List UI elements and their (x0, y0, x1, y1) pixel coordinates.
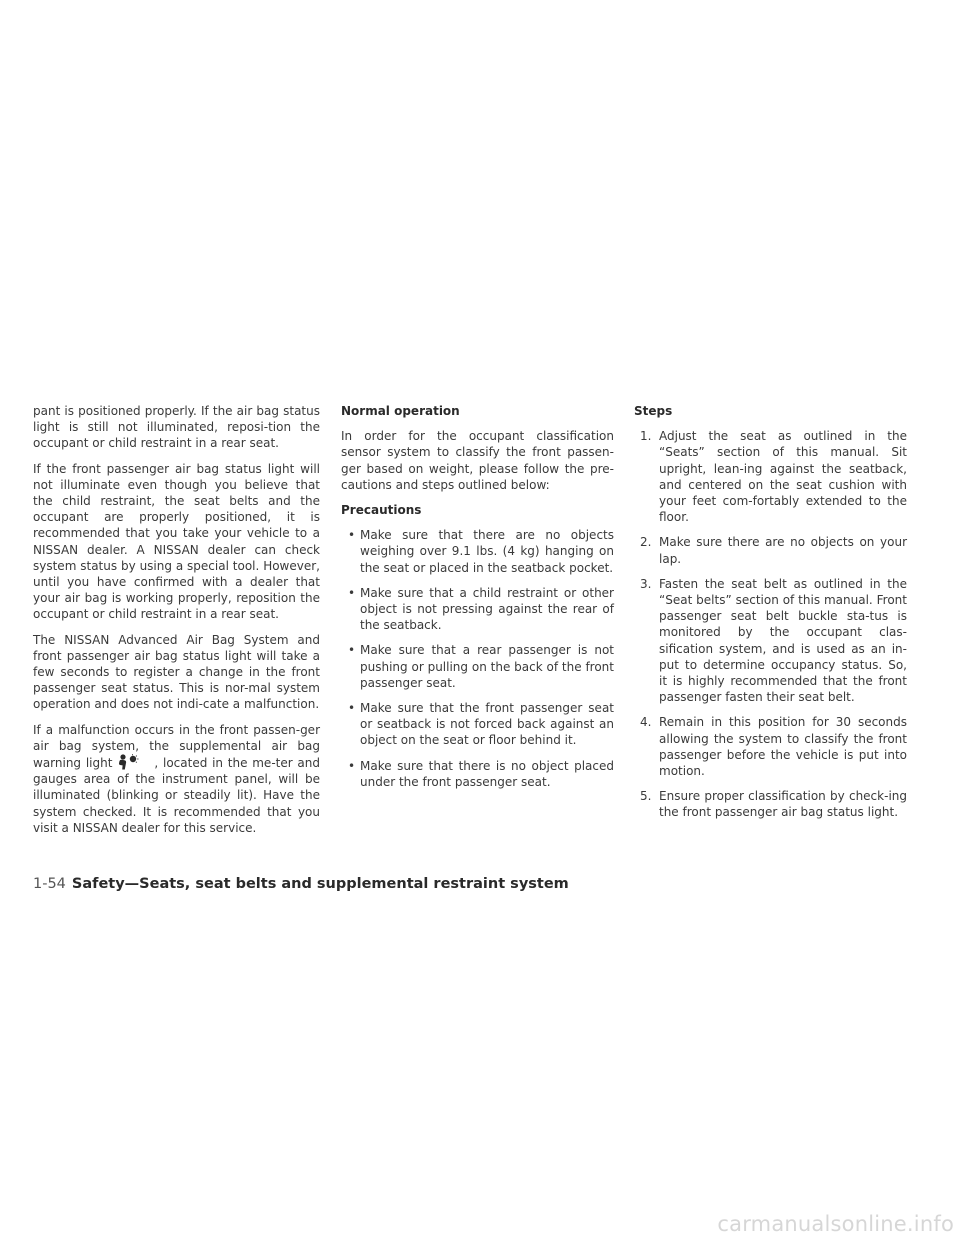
list-item (341, 527, 614, 576)
list-item-text: Make sure that the front passenger seat or seatback is not forced back against an object on the seat or floor behind it. (360, 701, 614, 748)
bullet-marker: • (348, 528, 356, 543)
step-item (634, 788, 907, 820)
section-title: Safety—Seats, seat belts and supplemental restraint system (71, 876, 569, 892)
paragraph: pant is positioned properly. If the air bag status light is still not illuminated, reposi-tion the occupant or child restraint in a rear seat. (33, 404, 320, 451)
list-item (341, 585, 614, 634)
list-item (341, 700, 614, 749)
step-number: 1. (640, 429, 652, 444)
step-number: 2. (640, 535, 652, 550)
paragraph-airbag-warning (33, 722, 320, 836)
step-text: Adjust the seat as outlined in the “Seats” section of this manual. Sit upright, lean-ing against the seatback, and centered on the seat cushion with your feet com-fortably extended to the floor. (659, 429, 907, 525)
step-item (634, 576, 907, 706)
bullet-marker: • (348, 585, 356, 600)
list-item-text: Make sure that a rear passenger is not pushing or pulling on the back of the front passenger seat. (360, 643, 614, 690)
watermark: carmanualsonline.info (717, 1212, 954, 1236)
bullet-marker: • (348, 758, 356, 773)
step-number: 4. (640, 715, 652, 730)
steps-list (634, 428, 907, 820)
paragraph: In order for the occupant classification sensor system to classify the front passen-ger based on weight, please follow the pre-cautions and steps outlined below: (341, 429, 614, 492)
airbag-warning-icon (118, 754, 140, 770)
paragraph: If the front passenger air bag status light will not illuminate even though you believe that the child restraint, the seat belts and the occupant are properly positioned, it is recommended that you take your vehicle to a NISSAN dealer. A NISSAN dealer can check system status by using a special tool. However, until you have confirmed with a dealer that your air bag is working properly, reposition the occupant or child restraint in a rear seat. (33, 461, 320, 622)
list-item-text: Make sure that a child restraint or other object is not pressing against the rear of the seatback. (360, 585, 614, 633)
paragraph-text: , located in the me-ter and gauges area of the instrument panel, will be illuminated (blinking or steadily lit). Have the system checked. It is recommended that you visit a NISSAN dealer for this service. (33, 756, 320, 835)
list-item (341, 642, 614, 691)
paragraph: The NISSAN Advanced Air Bag System and front passenger air bag status light will take a few seconds to register a change in the front passenger seat status. This is nor-mal system operation and does not indi-cate a malfunction. (33, 632, 320, 712)
paragraph-text: If a malfunction occurs in the front passen-ger air bag system, the supplemental air bag warning light (33, 722, 320, 771)
bullet-marker: • (348, 701, 356, 716)
precautions-list (341, 527, 614, 790)
bullet-marker: • (348, 643, 356, 658)
step-item (634, 714, 907, 779)
step-item (634, 428, 907, 525)
middle-column (341, 403, 614, 799)
step-number: 3. (640, 576, 652, 591)
step-text: Ensure proper classification by check-ing the front passenger air bag status light. (659, 789, 907, 820)
left-column (33, 403, 320, 845)
list-item (341, 758, 614, 790)
step-text: Remain in this position for 30 seconds allowing the system to classify the front passenger before the vehicle is put into motion. (659, 715, 907, 779)
section-heading-normal-operation: Normal operation (341, 404, 460, 418)
list-item-text: Make sure that there is no object placed under the front passenger seat. (360, 758, 614, 789)
section-heading-steps: Steps (634, 404, 673, 418)
page-number: 1-54 (33, 876, 66, 892)
page-footer (33, 876, 569, 892)
right-column (634, 403, 907, 830)
step-number: 5. (640, 789, 652, 804)
step-text: Make sure there are no objects on your lap. (659, 535, 907, 566)
list-item-text: Make sure that there are no objects weighing over 9.1 lbs. (4 kg) hanging on the seat or placed in the seatback pocket. (360, 528, 614, 575)
step-text: Fasten the seat belt as outlined in the “Seat belts” section of this manual. Front passenger seat belt buckle sta-tus is monitored by the occupant clas-sification system, and is used as an in-put to determine occupancy status. So, it is highly recommended that the front passenger fasten their seat belt. (659, 576, 907, 705)
section-heading-precautions: Precautions (341, 503, 422, 518)
step-item (634, 534, 907, 566)
